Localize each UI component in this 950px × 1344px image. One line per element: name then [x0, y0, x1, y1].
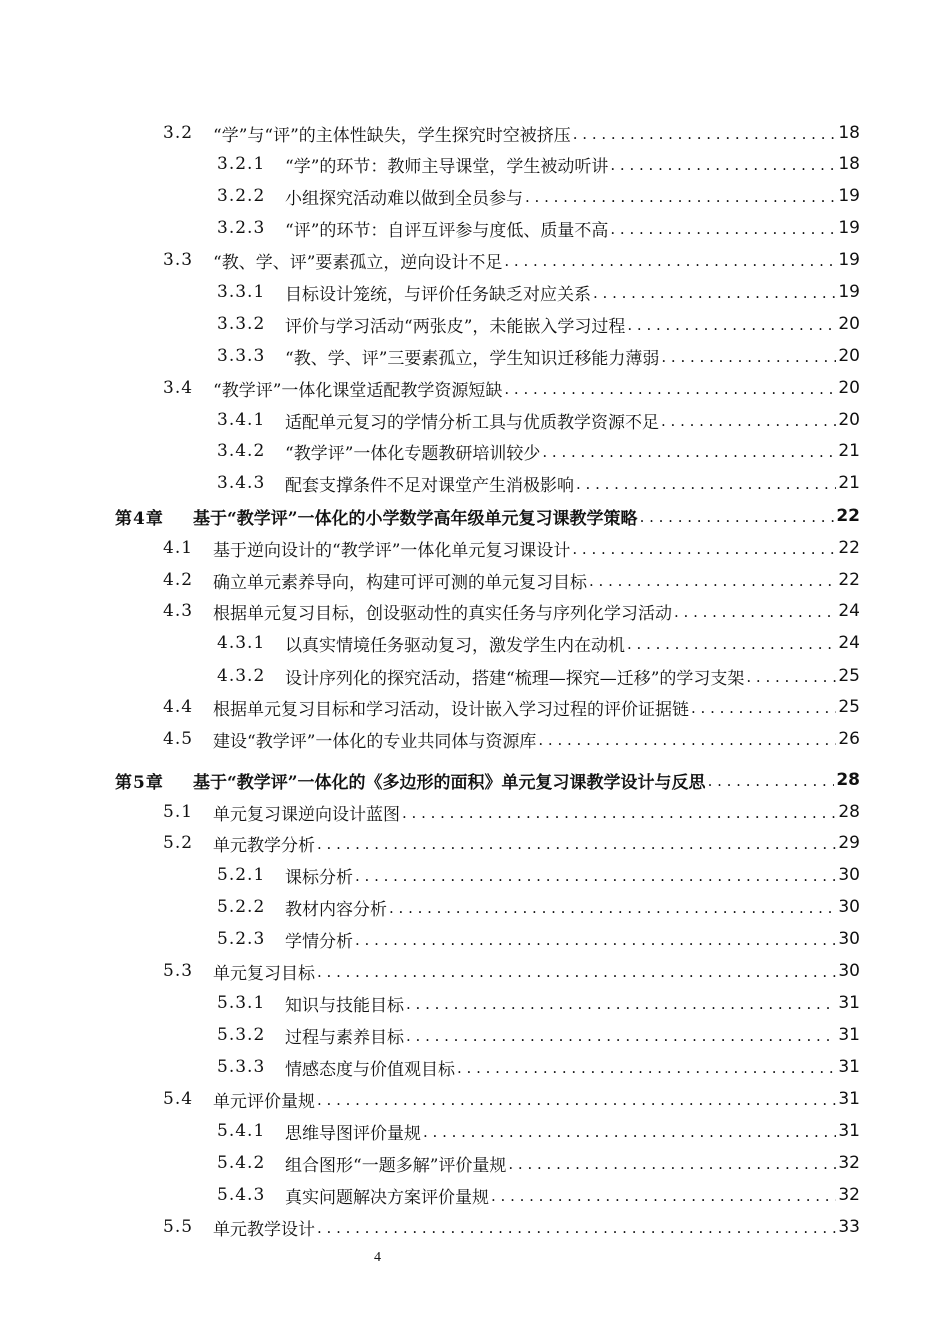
toc-entry-number: 4.5: [163, 729, 194, 749]
toc-entry-number: 5.5: [163, 1217, 194, 1237]
toc-entry-page: 24: [838, 601, 860, 621]
toc-entry-title: 确立单元素养导向，构建可评可测的单元复习目标: [213, 572, 587, 593]
toc-entry-page: 19: [838, 186, 860, 206]
toc-entry[interactable]: [217, 148, 860, 180]
toc-entry-number: 4.2: [163, 570, 194, 590]
toc-entry-title: 单元复习课逆向设计蓝图: [213, 804, 400, 825]
toc-entry-title: 情感态度与价值观目标: [285, 1059, 455, 1080]
toc-entry-number: 3.3: [163, 250, 194, 270]
toc-entry-page: 20: [838, 314, 860, 334]
toc-entry[interactable]: [163, 595, 860, 627]
toc-entry-page: 28: [836, 770, 860, 790]
toc-entry-page: 26: [838, 729, 860, 749]
toc-entry[interactable]: [217, 660, 860, 692]
toc-dot-leader: [355, 929, 836, 949]
toc-entry-page: 25: [838, 697, 860, 717]
toc-entry-number: 3.2.2: [217, 186, 266, 206]
toc-entry[interactable]: [217, 1019, 860, 1051]
toc-entry-title: 基于“教学评”一体化的小学数学高年级单元复习课教学策略: [193, 508, 638, 529]
toc-dot-leader: [402, 802, 836, 822]
toc-entry-title: 组合图形“一题多解”评价量规: [285, 1155, 507, 1176]
toc-entry-number: 5.3: [163, 961, 194, 981]
toc-entry[interactable]: [217, 340, 860, 372]
toc-entry[interactable]: [217, 404, 860, 436]
toc-dot-leader: [593, 282, 836, 302]
toc-entry-title: 学情分析: [285, 931, 353, 952]
toc-entry-number: 5.1: [163, 802, 194, 822]
toc-entry-number: 3.4: [163, 378, 194, 398]
toc-entry[interactable]: [217, 1051, 860, 1083]
toc-entry-title: “学”与“评”的主体性缺失，学生探究时空被挤压: [213, 125, 571, 146]
toc-entry-number: 3.2.3: [217, 218, 266, 238]
toc-entry-number: 5.4.2: [217, 1153, 266, 1173]
toc-entry-title: 知识与技能目标: [285, 995, 404, 1016]
toc-entry-title: “评”的环节：自评互评参与度低、质量不高: [285, 220, 609, 241]
toc-entry-number: 3.4.2: [217, 441, 266, 461]
toc-entry-title: 单元教学设计: [213, 1219, 315, 1240]
toc-entry-page: 33: [838, 1217, 860, 1237]
toc-entry-page: 31: [838, 1057, 860, 1077]
toc-dot-leader: [572, 538, 836, 558]
toc-entry[interactable]: [217, 467, 860, 499]
toc-entry[interactable]: [163, 244, 860, 276]
toc-entry-page: 31: [838, 1121, 860, 1141]
toc-entry-page: 22: [836, 506, 860, 526]
toc-dot-leader: [317, 1217, 836, 1237]
toc-entry[interactable]: [217, 859, 860, 891]
toc-entry[interactable]: [163, 827, 860, 859]
toc-entry-page: 31: [838, 993, 860, 1013]
toc-entry-number: 5.3.2: [217, 1025, 266, 1045]
toc-entry-number: 4.3.2: [217, 666, 266, 686]
toc-entry-title: 以真实情境任务驱动复习，激发学生内在动机: [285, 635, 625, 656]
toc-dot-leader: [661, 410, 836, 430]
toc-entry-page: 30: [838, 897, 860, 917]
toc-entry-number: 3.4.1: [217, 410, 266, 430]
toc-chapter[interactable]: [115, 500, 860, 532]
toc-dot-leader: [406, 1025, 836, 1045]
toc-entry-title: “学”的环节：教师主导课堂，学生被动听讲: [285, 156, 609, 177]
toc-entry-page: 20: [838, 410, 860, 430]
toc-entry[interactable]: [217, 212, 860, 244]
toc-entry-title: 评价与学习活动“两张皮”，未能嵌入学习过程: [285, 316, 626, 337]
toc-entry[interactable]: [217, 1179, 860, 1211]
toc-entry-number: 3.3.2: [217, 314, 266, 334]
toc-entry-title: “教、学、评”三要素孤立，学生知识迁移能力薄弱: [285, 348, 660, 369]
toc-entry[interactable]: [163, 796, 860, 828]
toc-entry-page: 19: [838, 218, 860, 238]
toc-entry-page: 18: [838, 154, 860, 174]
toc-entry-number: 4.4: [163, 697, 194, 717]
toc-entry[interactable]: [163, 532, 860, 564]
toc-entry-page: 21: [838, 473, 860, 493]
toc-entry[interactable]: [217, 308, 860, 340]
toc-entry[interactable]: [217, 180, 860, 212]
toc-entry-title: 适配单元复习的学情分析工具与优质教学资源不足: [285, 412, 659, 433]
toc-dot-leader: [542, 441, 836, 461]
toc-entry-number: 4.3: [163, 601, 194, 621]
toc-entry-number: 3.2.1: [217, 154, 266, 174]
toc-entry-number: 5.3.1: [217, 993, 266, 1013]
toc-dot-leader: [538, 729, 836, 749]
toc-entry-number: 3.3.1: [217, 282, 266, 302]
toc-entry-title: “教、学、评”要素孤立，逆向设计不足: [213, 252, 503, 273]
toc-entry-title: 教材内容分析: [285, 899, 387, 920]
toc-dot-leader: [610, 154, 836, 174]
toc-entry-title: 单元复习目标: [213, 963, 315, 984]
toc-entry-number: 5.2.3: [217, 929, 266, 949]
toc-dot-leader: [525, 186, 836, 206]
toc-dot-leader: [708, 770, 835, 790]
toc-entry-number: 第5章: [115, 772, 164, 793]
toc-entry[interactable]: [163, 564, 860, 596]
toc-entry[interactable]: [163, 955, 860, 987]
toc-dot-leader: [589, 570, 836, 590]
toc-entry-page: 20: [838, 378, 860, 398]
toc-chapter[interactable]: [115, 764, 860, 796]
toc-entry-title: 单元教学分析: [213, 835, 315, 856]
toc-dot-leader: [491, 1185, 836, 1205]
toc-entry-page: 31: [838, 1089, 860, 1109]
toc-dot-leader: [573, 123, 837, 143]
toc-entry-number: 4.1: [163, 538, 194, 558]
toc-entry[interactable]: [217, 891, 860, 923]
page-number: 4: [374, 1250, 381, 1265]
toc-entry[interactable]: [217, 1115, 860, 1147]
toc-entry[interactable]: [163, 691, 860, 723]
toc-entry-page: 32: [838, 1185, 860, 1205]
toc-entry-number: 3.4.3: [217, 473, 266, 493]
toc-entry[interactable]: [163, 723, 860, 755]
toc-entry-number: 第4章: [115, 508, 164, 529]
toc-entry-page: 31: [838, 1025, 860, 1045]
toc-entry-page: 20: [838, 346, 860, 366]
toc-dot-leader: [674, 601, 836, 621]
toc-entry-number: 5.2: [163, 833, 194, 853]
toc-entry[interactable]: [163, 1211, 860, 1243]
toc-entry-title: 基于“教学评”一体化的《多边形的面积》单元复习课教学设计与反思: [193, 772, 706, 793]
toc-entry[interactable]: [217, 987, 860, 1019]
toc-entry[interactable]: [217, 923, 860, 955]
toc-entry-number: 5.4: [163, 1089, 194, 1109]
toc-entry-title: 根据单元复习目标，创设驱动性的真实任务与序列化学习活动: [213, 603, 672, 624]
toc-dot-leader: [406, 993, 836, 1013]
toc-entry-page: 29: [838, 833, 860, 853]
toc-entry[interactable]: [217, 435, 860, 467]
toc-entry[interactable]: [163, 117, 860, 149]
toc-entry[interactable]: [217, 276, 860, 308]
toc-entry-page: 19: [838, 250, 860, 270]
toc-entry[interactable]: [163, 1083, 860, 1115]
toc-dot-leader: [640, 506, 835, 526]
toc-dot-leader: [317, 1089, 836, 1109]
toc-entry-title: 单元评价量规: [213, 1091, 315, 1112]
toc-entry-title: 设计序列化的探究活动，搭建“梳理—探究—迁移”的学习支架: [285, 668, 745, 689]
toc-entry-page: 18: [838, 123, 860, 143]
toc-entry-title: 课标分析: [285, 867, 353, 888]
toc-dot-leader: [691, 697, 836, 717]
toc-dot-leader: [504, 378, 836, 398]
toc-entry-title: 真实问题解决方案评价量规: [285, 1187, 489, 1208]
toc-dot-leader: [576, 473, 836, 493]
toc-entry-title: 小组探究活动难以做到全员参与: [285, 188, 523, 209]
toc-entry-page: 30: [838, 961, 860, 981]
toc-entry-title: 配套支撑条件不足对课堂产生消极影响: [285, 475, 574, 496]
toc-dot-leader: [610, 218, 836, 238]
toc-entry-title: “教学评”一体化课堂适配教学资源短缺: [213, 380, 503, 401]
toc-dot-leader: [423, 1121, 836, 1141]
toc-entry-title: “教学评”一体化专题教研培训较少: [285, 443, 541, 464]
toc-entry-page: 22: [838, 570, 860, 590]
toc-entry-page: 24: [838, 633, 860, 653]
toc-entry[interactable]: [217, 1147, 860, 1179]
toc-entry-page: 28: [838, 802, 860, 822]
toc-dot-leader: [504, 250, 836, 270]
toc-dot-leader: [627, 633, 836, 653]
toc-dot-leader: [661, 346, 836, 366]
toc-entry-number: 3.2: [163, 123, 194, 143]
toc-entry-title: 目标设计笼统，与评价任务缺乏对应关系: [285, 284, 591, 305]
toc-entry-number: 4.3.1: [217, 633, 266, 653]
toc-dot-leader: [389, 897, 836, 917]
toc-dot-leader: [355, 865, 836, 885]
toc-entry-page: 21: [838, 441, 860, 461]
toc-dot-leader: [508, 1153, 836, 1173]
toc-entry-number: 3.3.3: [217, 346, 266, 366]
toc-entry-page: 22: [838, 538, 860, 558]
toc-entry[interactable]: [217, 627, 860, 659]
toc-entry-page: 30: [838, 865, 860, 885]
toc-entry-title: 建设“教学评”一体化的专业共同体与资源库: [213, 731, 537, 752]
toc-entry-title: 过程与素养目标: [285, 1027, 404, 1048]
toc-entry-number: 5.2.2: [217, 897, 266, 917]
toc-entry-title: 思维导图评价量规: [285, 1123, 421, 1144]
toc-entry-title: 基于逆向设计的“教学评”一体化单元复习课设计: [213, 540, 571, 561]
toc-entry[interactable]: [163, 372, 860, 404]
toc-entry-number: 5.2.1: [217, 865, 266, 885]
toc-dot-leader: [317, 833, 836, 853]
toc-entry-page: 25: [838, 666, 860, 686]
toc-entry-number: 5.4.3: [217, 1185, 266, 1205]
toc-entry-number: 5.4.1: [217, 1121, 266, 1141]
toc-entry-title: 根据单元复习目标和学习活动，设计嵌入学习过程的评价证据链: [213, 699, 689, 720]
toc-entry-number: 5.3.3: [217, 1057, 266, 1077]
toc-dot-leader: [627, 314, 836, 334]
toc-dot-leader: [457, 1057, 836, 1077]
toc-entry-page: 19: [838, 282, 860, 302]
toc-entry-page: 30: [838, 929, 860, 949]
toc-dot-leader: [317, 961, 836, 981]
toc-dot-leader: [746, 666, 836, 686]
toc-entry-page: 32: [838, 1153, 860, 1173]
